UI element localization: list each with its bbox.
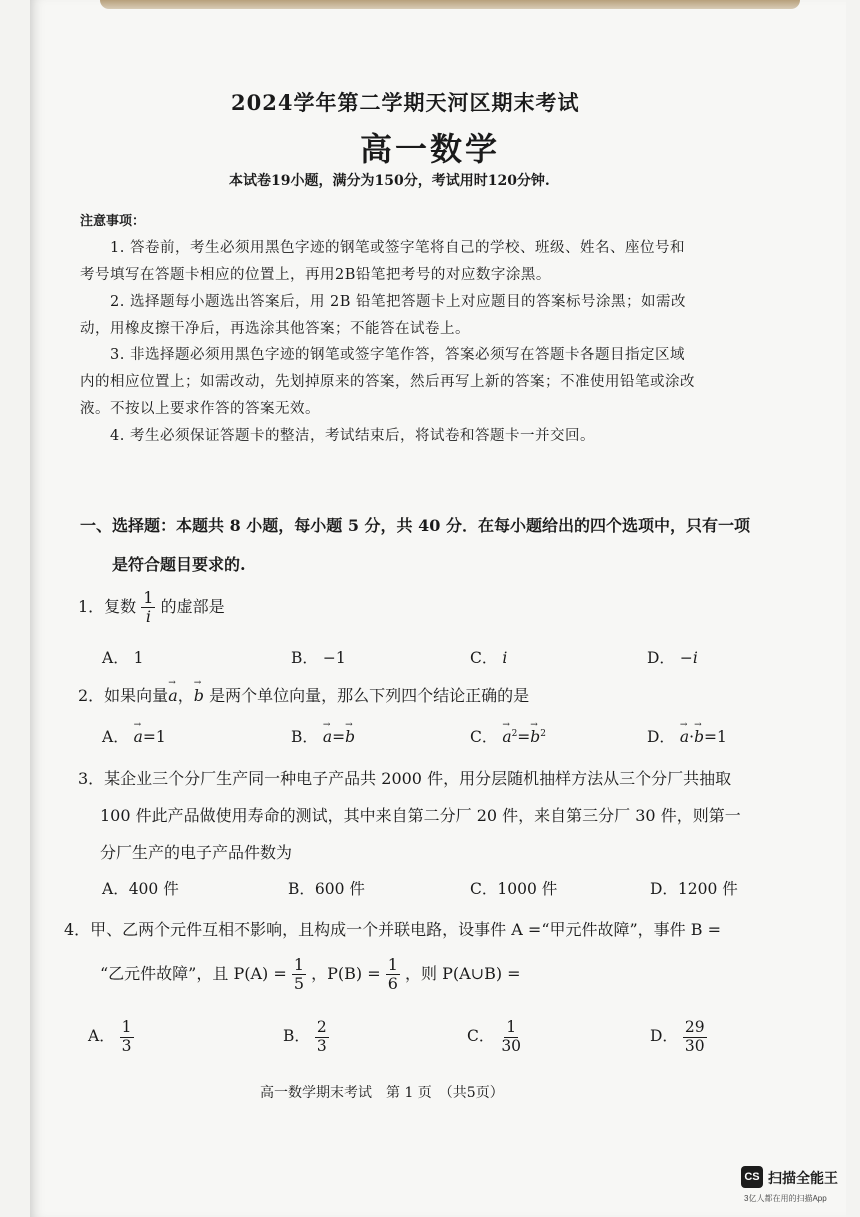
q1-option-b: B． −1: [291, 649, 346, 667]
page-footer: 高一数学期末考试 第 1 页 （共5页）: [260, 1085, 504, 1101]
section-heading-cont: 是符合题目要求的.: [112, 555, 246, 574]
page-top-edge: [100, 0, 800, 9]
note-line: 考号填写在答题卡相应的位置上，再用2B铅笔把考号的对应数字涂黑。: [80, 267, 551, 283]
exam-info: 本试卷19小题，满分为150分，考试用时120分钟.: [229, 173, 550, 189]
camscanner-logo-icon: CS: [741, 1166, 763, 1188]
q3-option-b: B．600 件: [288, 880, 365, 898]
q2-option-b: B． → a=→ b: [291, 725, 355, 747]
question-3: 3．某企业三个分厂生产同一种电子产品共 2000 件，用分层随机抽样方法从三个分厂共抽取: [78, 769, 732, 788]
q2-option-a: A． → a=1: [102, 725, 166, 747]
note-line: 4. 考生必须保证答题卡的整洁，考试结束后，将试卷和答题卡一并交回。: [110, 428, 595, 444]
question-4-cont: “乙元件故障”，且 P(A) = $\frac{1}{5}$ ，P(B) = $\frac{1}{6}$ ，则 P(A∪B) =: [100, 955, 521, 993]
q1-option-d: D． −i: [647, 649, 698, 667]
note-line: 3. 非选择题必须用黑色字迹的钢笔或签字笔作答，答案必须写在答题卡各题目指定区域: [110, 347, 685, 363]
q4-option-b: B． $\frac{2}{3}$: [283, 1018, 327, 1055]
section-heading: 一、选择题：本题共 8 小题，每小题 5 分，共 40 分．在每小题给出的四个选项中，只有一项: [80, 516, 750, 535]
note-line: 1. 答卷前，考生必须用黑色字迹的钢笔或签字笔将自己的学校、班级、姓名、座位号和: [110, 240, 685, 256]
q1-option-a: A． 1: [102, 649, 144, 667]
watermark-name: 扫描全能王: [768, 1170, 838, 1186]
note-line: 内的相应位置上；如需改动，先划掉原来的答案，然后再写上新的答案；不准使用铅笔或涂改: [80, 374, 695, 390]
question-3-cont: 100 件此产品做使用寿命的测试，其中来自第二分厂 20 件，来自第三分厂 30 件，则第一: [100, 806, 741, 825]
q4-option-a: A． $\frac{1}{3}$: [88, 1018, 132, 1055]
question-3-cont: 分厂生产的电子产品件数为: [100, 843, 293, 862]
subject-title: 高一数学: [360, 130, 501, 168]
q2-option-c: C． → $a^2=\to b^2$: [470, 725, 546, 747]
question-2: 2．如果向量→ a，→ b 是两个单位向量，那么下列四个结论正确的是: [78, 683, 529, 706]
watermark-subtitle: 3亿人都在用的扫描App: [744, 1194, 827, 1203]
q1-option-c: C． i: [470, 649, 508, 667]
question-1: 1．复数 $\frac{1}{i}$ 的虚部是: [78, 588, 225, 626]
q3-option-d: D．1200 件: [650, 880, 738, 898]
q2-option-d: D． → a·→ b=1: [647, 725, 727, 747]
q4-option-c: C． $\frac{1}{30}$: [467, 1018, 522, 1055]
q3-option-c: C．1000 件: [470, 880, 558, 898]
note-line: 2. 选择题每小题选出答案后，用 2B 铅笔把答题卡上对应题目的答案标号涂黑；如需改: [110, 294, 687, 310]
exam-title: 2024学年第二学期天河区期末考试: [231, 90, 580, 115]
q4-option-d: D． $\frac{29}{30}$: [650, 1018, 705, 1055]
note-line: 液。不按以上要求作答的答案无效。: [80, 401, 320, 417]
note-line: 动，用橡皮擦干净后，再选涂其他答案；不能答在试卷上。: [80, 321, 470, 337]
q3-option-a: A．400 件: [102, 880, 179, 898]
question-4: 4．甲、乙两个元件互相不影响，且构成一个并联电路，设事件 A =“甲元件故障”，事件 B =: [64, 920, 722, 939]
notes-heading: 注意事项：: [80, 214, 146, 229]
